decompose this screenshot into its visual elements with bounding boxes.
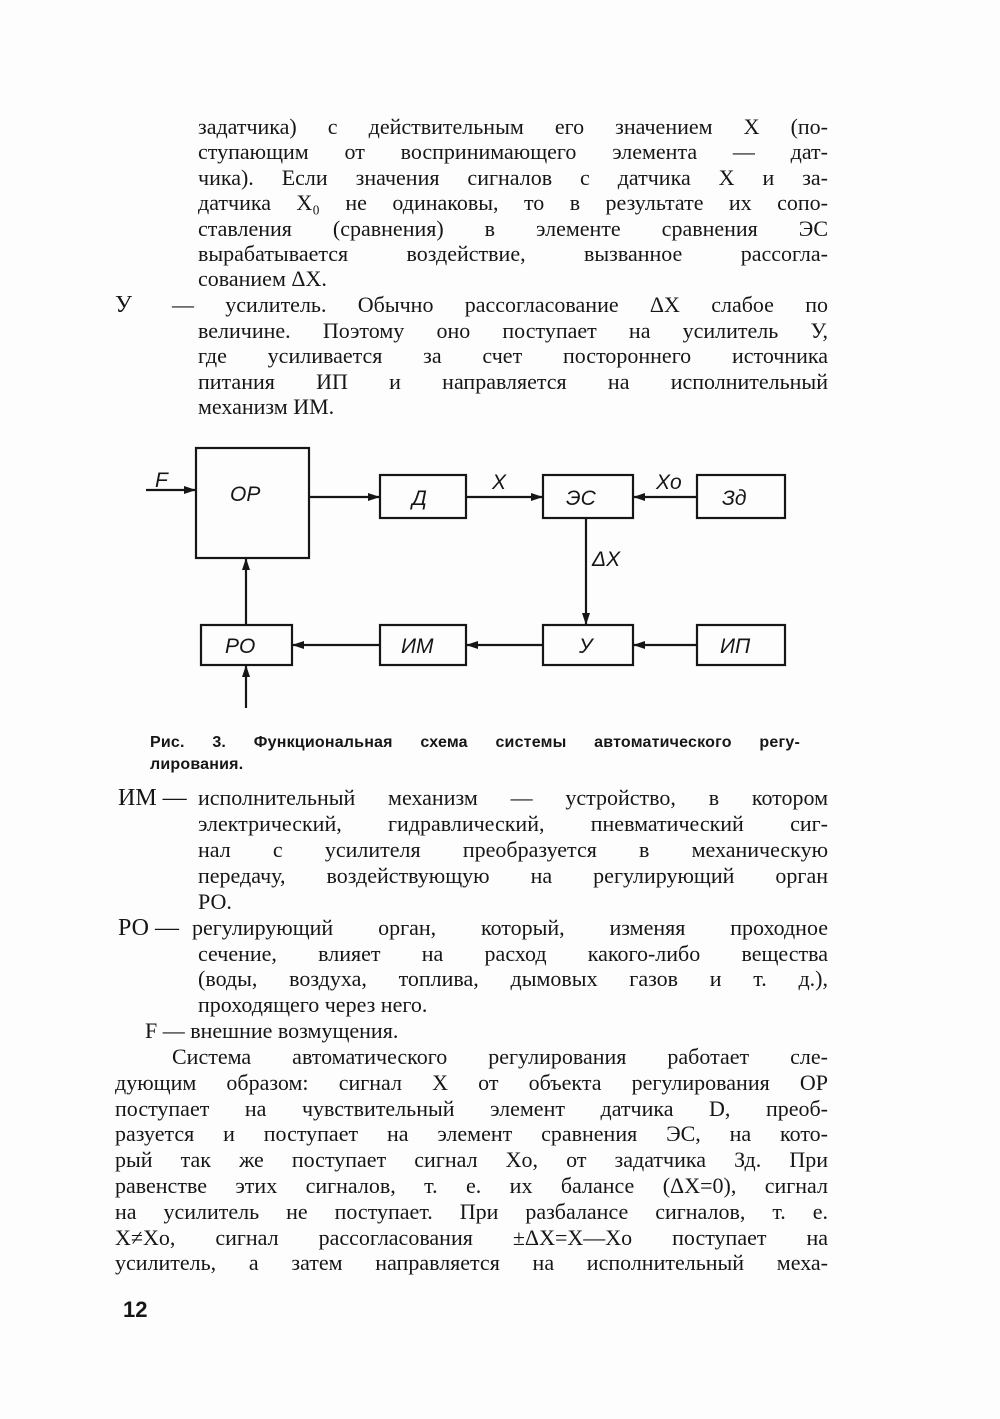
paragraph-line: Система автоматического регулирования работает сле- (172, 1044, 828, 1069)
definition-line: регулирующий орган, который, изменяя проходное (192, 915, 828, 940)
paragraph-line: X≠Xo, сигнал рассогласования ±ΔX=X—Xo поступает на (115, 1224, 828, 1250)
paragraph-line: на усилитель не поступает. При разбалансе сигналов, т. е. (115, 1198, 828, 1224)
block-d-label: Д (412, 487, 427, 510)
definition-line: исполнительный механизм — устройство, в котором (198, 785, 828, 810)
text-line: ставления (сравнения) в элементе сравнения ЭС (198, 215, 828, 241)
figure-caption: лирования. (150, 756, 244, 773)
block-zd-label: Зд (722, 487, 747, 510)
block-u-label: У (579, 635, 593, 658)
text-line: ступающим от воспринимающего элемента — дат- (198, 139, 828, 165)
signal-x-label: X (492, 471, 507, 494)
text-line: задатчика) с действительным его значением X (по- (198, 114, 828, 139)
block-or-label: ОР (230, 483, 261, 506)
term-ro-label: РО — (118, 915, 179, 941)
paragraph-line: дующим образом: сигнал X от объекта регулирования ОР (115, 1069, 828, 1095)
block-es-label: ЭС (566, 487, 596, 510)
text-line: вырабатывается воздействие, вызванное рассогла- (198, 241, 828, 266)
figure-caption: Рис. 3. Функциональная схема системы автоматического регу- (150, 734, 800, 751)
signal-x0-label: Xo (656, 471, 682, 494)
definition-line: — усилитель. Обычно рассогласование ΔX слабое по (172, 292, 828, 317)
signal-f-label: F (155, 469, 168, 492)
text-line: датчика X₀ не одинаковы, то в результате их сопо- (198, 190, 828, 216)
paragraph-line: равенстве этих сигналов, т. е. их балансе (ΔX=0), сигнал (115, 1173, 828, 1198)
paragraph-line: усилитель, а затем направляется на исполнительный меха- (115, 1250, 828, 1276)
term-im-label: ИМ — (118, 785, 187, 811)
definition-line: передачу, воздействующую на регулирующий орган (198, 863, 828, 888)
definition-line: сечение, влияет на расход какого-либо вещества (198, 940, 828, 966)
definition-line: величине. Поэтому оно поступает на усилитель У, (198, 317, 828, 343)
signal-dx-label: ΔX (592, 548, 621, 571)
block-ro-label: РО (225, 635, 256, 658)
term-u-label: У (115, 292, 132, 318)
block-ip-label: ИП (720, 635, 751, 658)
definition-line: электрический, гидравлический, пневматический сиг- (198, 811, 828, 836)
definition-line: механизм ИМ. (198, 394, 335, 420)
definition-line: где усиливается за счет постороннего источника (198, 343, 828, 369)
text-line: чика). Если значения сигналов с датчика X и за- (198, 164, 828, 190)
definition-line: проходящего через него. (198, 991, 428, 1017)
definition-line: РО. (198, 889, 232, 914)
definition-f: F — внешние возмущения. (145, 1018, 399, 1043)
block-im-label: ИМ (401, 635, 434, 658)
page-number: 12 (123, 1297, 148, 1322)
definition-line: нал с усилителя преобразуется в механическую (198, 837, 828, 862)
text-line: сованием ΔX. (198, 266, 327, 292)
paragraph-line: рый так же поступает сигнал Xo, от задатчика Зд. При (115, 1147, 828, 1173)
definition-line: питания ИП и направляется на исполнительный (198, 368, 828, 394)
paragraph-line: разуется и поступает на элемент сравнения ЭС, на кото- (115, 1121, 828, 1147)
definition-line: (воды, воздуха, топлива, дымовых газов и т. д.), (198, 966, 828, 992)
paragraph-line: поступает на чувствительный элемент датчика D, преоб- (115, 1095, 828, 1121)
